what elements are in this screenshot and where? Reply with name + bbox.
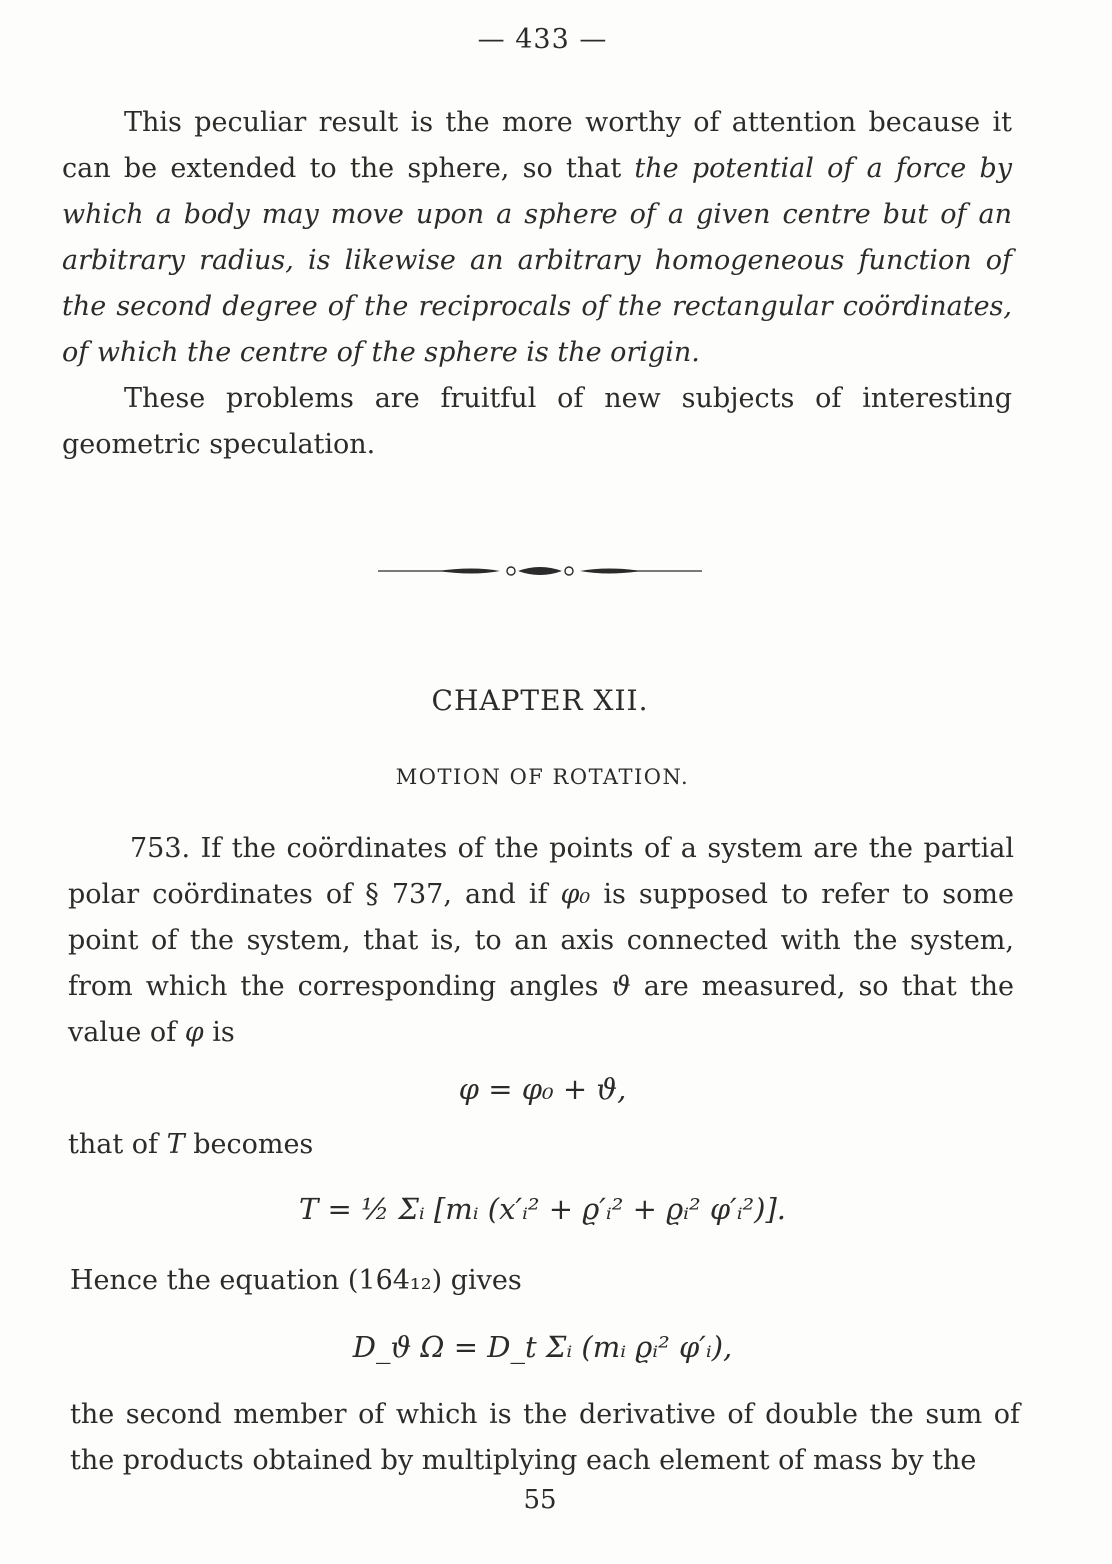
intro-text [62,100,1012,468]
section-paragraph-1-a: 753. If the coördinates of the points of a system are the partial polar coördinates of § 737, and if [68,833,1014,910]
intro-paragraph-1 [62,100,1012,376]
section-paragraph-2-a: that of [68,1129,167,1160]
section-paragraph-2-text [68,1122,1018,1168]
equation-derivative-text: D_ϑ Ω = D_t Σᵢ (mᵢ ϱᵢ² φ′ᵢ), [352,1330,733,1364]
section-paragraph-1-d: is [203,1017,235,1048]
chapter-title: CHAPTER XII. [431,684,649,717]
section-753 [68,826,1014,1056]
section-ornament [378,558,702,584]
section-paragraph-3-text: Hence the equation (164₁₂) gives [70,1265,522,1296]
section-paragraph-4-text: the second member of which is the derivative of double the sum of the products obtained by multiplying each element of mass by the [70,1399,1020,1476]
intro-paragraph-2: These problems are fruitful of new subjects of interesting geometric speculation. [62,383,1012,460]
intro-paragraph-1-text: This peculiar result is the more worthy of attention because it can be extended to the sphere, so that [62,107,1012,184]
section-paragraph-2-b: becomes [184,1129,314,1160]
intro-paragraph-1-theorem: the potential of a force by which a body may move upon a sphere of a given centre but of an arbitrary radius, is likewise an arbitrary homogeneous function of the second degree of the reciprocals of the rectangular coördinates, of which the centre of the sphere is the origin. [62,153,1012,368]
section-paragraph-1-b: is supposed to refer to some point of the system, that is, to an axis connected with the system, from which the corresponding angles [68,879,1014,1002]
theta-symbol: ϑ [611,971,631,1002]
T-symbol: T [166,1129,185,1160]
equation-phi-text: φ = φ₀ + ϑ, [458,1072,627,1106]
section-paragraph-1-c: are measured, so that the value of [68,971,1014,1048]
equation-kinetic-energy [0,1192,1085,1226]
equation-derivative [0,1330,1085,1364]
section-paragraph-3 [70,1258,1020,1304]
section-paragraph-2 [68,1122,1018,1168]
page-folio: 55 [523,1485,557,1515]
phi-symbol: φ [184,1017,204,1048]
section-paragraph-4 [70,1392,1020,1484]
section-paragraph-1 [68,826,1014,1056]
phi-zero-symbol: φ₀ [560,879,591,910]
equation-phi [0,1072,1085,1106]
equation-kinetic-energy-text: T = ½ Σᵢ [mᵢ (x′ᵢ² + ϱ′ᵢ² + ϱᵢ² φ′ᵢ²)]. [298,1192,787,1226]
running-head: — 433 — [477,24,608,55]
chapter-subtitle: MOTION OF ROTATION. [395,765,690,789]
